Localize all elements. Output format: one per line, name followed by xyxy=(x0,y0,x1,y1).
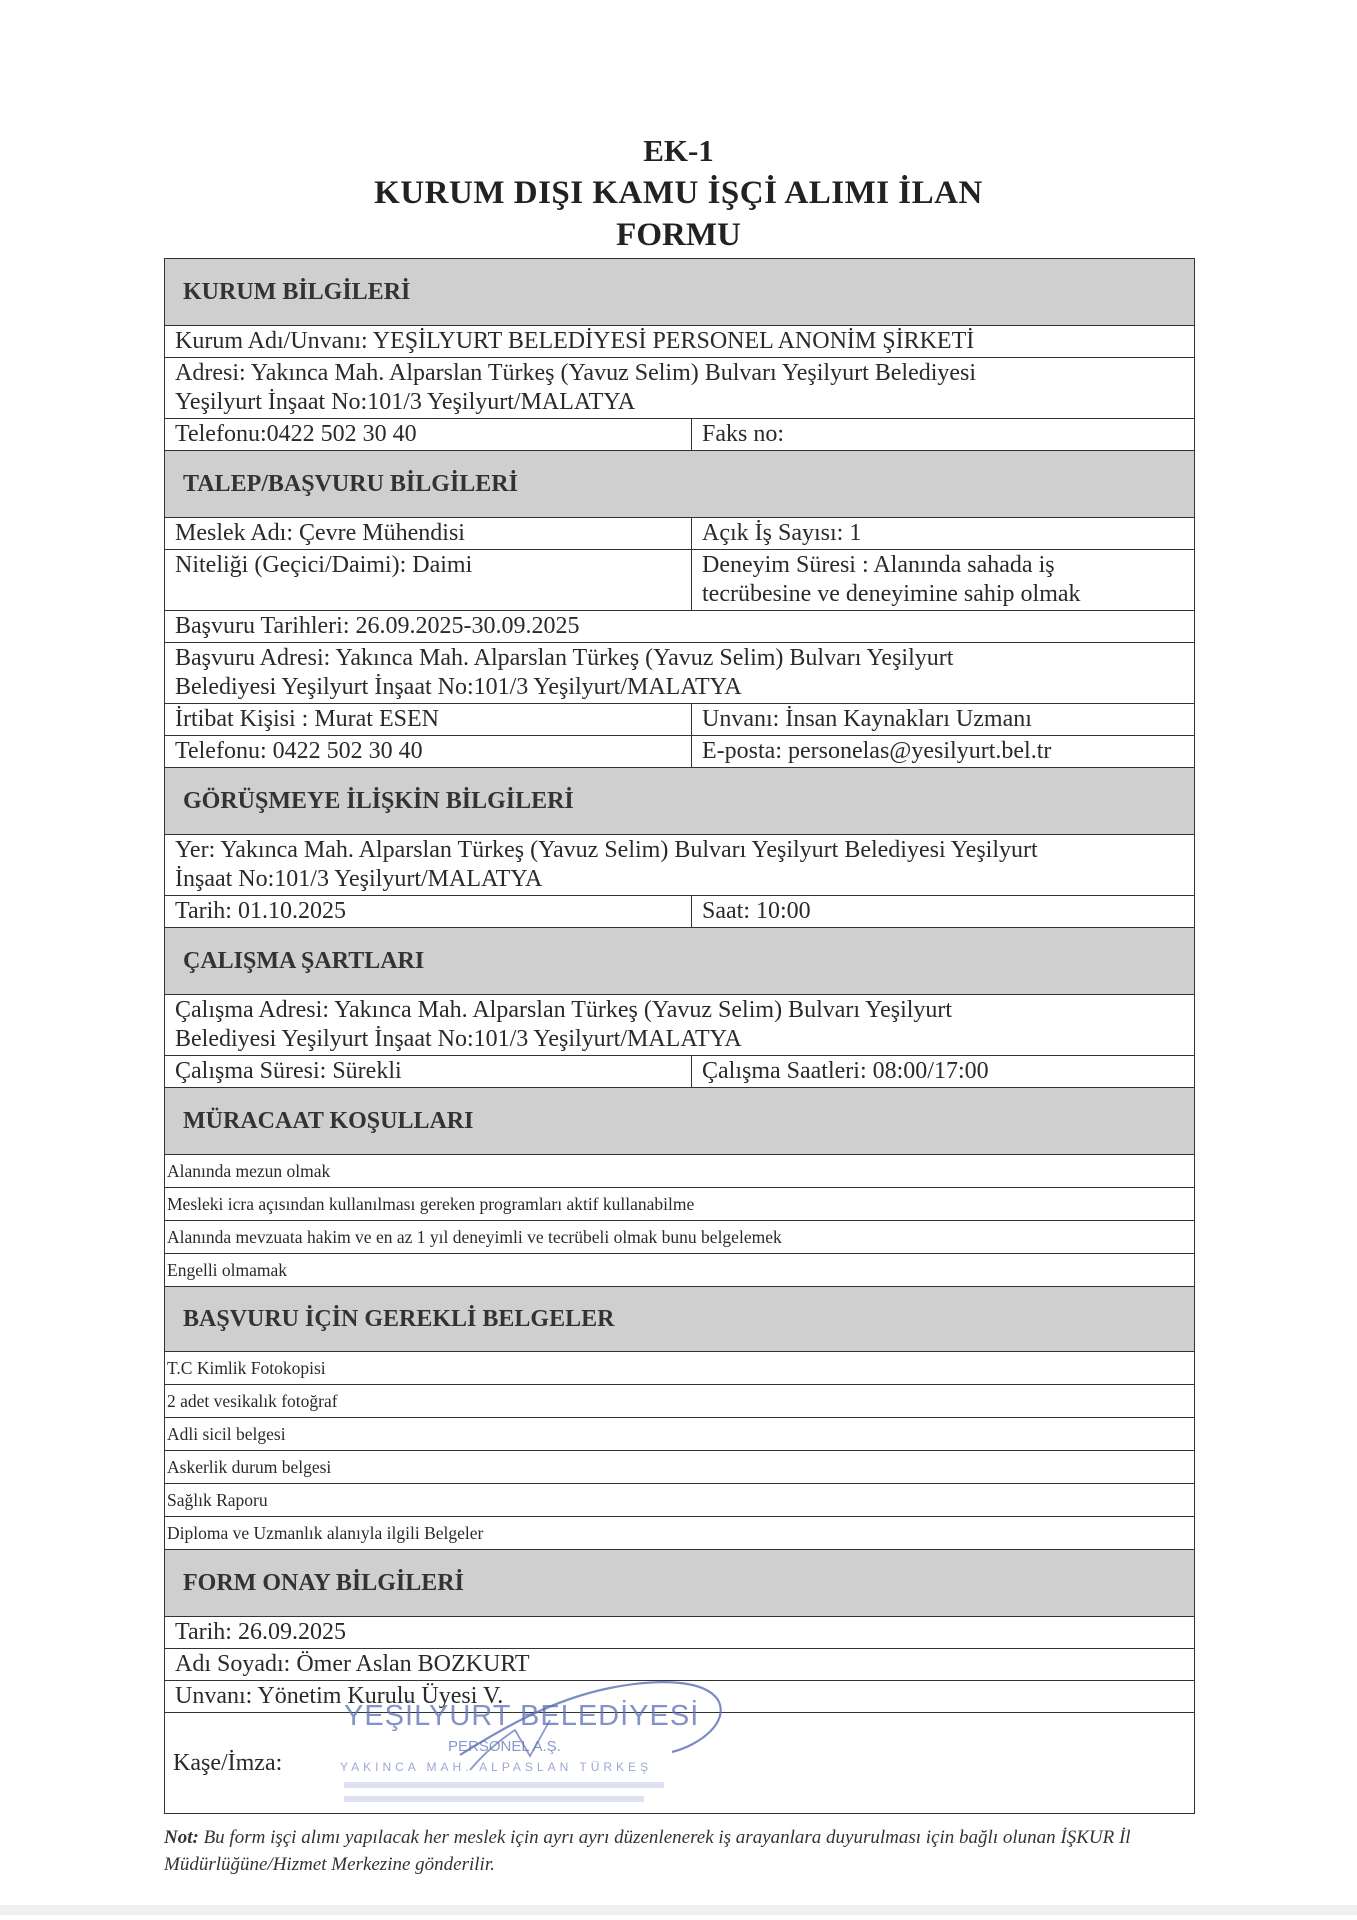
contact-person-row xyxy=(164,703,1194,735)
work-address xyxy=(165,995,1194,1055)
stamp-faint-line xyxy=(344,1796,644,1802)
form-title-continued: FORMU xyxy=(616,217,741,253)
institution-name: Kurum Adı/Unvanı: YEŞİLYURT BELEDİYESİ PERSONEL ANONİM ŞİRKETİ xyxy=(175,328,975,354)
stamp-line1: YEŞİLYURT BELEDİYESİ xyxy=(344,1700,700,1732)
footer-note xyxy=(164,1824,1194,1878)
annex-label: EK-1 xyxy=(643,133,714,168)
section-requirements-heading: MÜRACAAT KOŞULLARI xyxy=(164,1087,1194,1154)
application-address-line2: Belediyesi Yeşilyurt İnşaat No:101/3 Yeşilyurt/MALATYA xyxy=(175,674,742,700)
stamp-signature-label: Kaşe/İmza: xyxy=(173,1749,283,1776)
requirement-item: Mesleki icra açısından kullanılması gereken programları aktif kullanabilme xyxy=(164,1187,1194,1220)
work-schedule-row xyxy=(164,1055,1194,1087)
section-interview-heading: GÖRÜŞMEYE İLİŞKİN BİLGİLERİ xyxy=(164,767,1194,834)
profession-row xyxy=(164,517,1194,549)
document-item: 2 adet vesikalık fotoğraf xyxy=(164,1384,1194,1417)
section-request-heading: TALEP/BAŞVURU BİLGİLERİ xyxy=(164,450,1194,517)
institution-name-row xyxy=(164,325,1194,357)
approver-title: Unvanı: Yönetim Kurulu Üyesi V. xyxy=(175,1683,504,1709)
work-address-row xyxy=(164,994,1194,1055)
section-documents-heading: BAŞVURU İÇİN GEREKLİ BELGELER xyxy=(164,1286,1194,1351)
section-institution-heading: KURUM BİLGİLERİ xyxy=(164,258,1194,325)
work-hours: Çalışma Saatleri: 08:00/17:00 xyxy=(702,1058,989,1084)
approval-date-row xyxy=(164,1616,1194,1648)
document-item: Diploma ve Uzmanlık alanıyla ilgili Belgeler xyxy=(164,1516,1194,1549)
interview-place-row xyxy=(164,834,1194,895)
institution-address-row xyxy=(164,357,1194,418)
requirement-item: Alanında mezun olmak xyxy=(164,1154,1194,1187)
requirement-item: Engelli olmamak xyxy=(164,1253,1194,1286)
interview-time: Saat: 10:00 xyxy=(702,898,811,924)
institution-contact-row xyxy=(164,418,1194,450)
application-address-row xyxy=(164,642,1194,703)
application-dates-row xyxy=(164,610,1194,642)
form-title: KURUM DIŞI KAMU İŞÇİ ALIMI İLAN xyxy=(374,175,983,211)
note-label: Not: xyxy=(164,1827,199,1848)
interview-place-line1: Yer: Yakınca Mah. Alparslan Türkeş (Yavuz Selim) Bulvarı Yeşilyurt Belediyesi Yeşilyurt xyxy=(175,837,1038,863)
requirement-item: Alanında mevzuata hakim ve en az 1 yıl deneyimli ve tecrübeli olmak bunu belgelemek xyxy=(164,1220,1194,1253)
note-text: Bu form işçi alımı yapılacak her meslek için ayrı ayrı düzenlenerek iş arayanlara duyurulması için bağlı olunan İŞKUR İl Müdürlüğüne/Hizmet Merkezine gönderilir. xyxy=(164,1827,1131,1875)
document-item: Sağlık Raporu xyxy=(164,1483,1194,1516)
interview-date: Tarih: 01.10.2025 xyxy=(165,896,692,927)
contact-email: E-posta: personelas@yesilyurt.bel.tr xyxy=(702,738,1052,764)
contact-title: Unvanı: İnsan Kaynakları Uzmanı xyxy=(702,706,1032,732)
experience-line2: tecrübesine ve deneyimine sahip olmak xyxy=(702,581,1081,607)
scan-edge xyxy=(0,1905,1357,1915)
institution-fax: Faks no: xyxy=(702,421,785,447)
document-item: T.C Kimlik Fotokopisi xyxy=(164,1351,1194,1384)
contact-person: İrtibat Kişisi : Murat ESEN xyxy=(165,704,692,735)
nature-row xyxy=(164,549,1194,610)
institution-address-line2: Yeşilyurt İnşaat No:101/3 Yeşilyurt/MALATYA xyxy=(175,389,636,415)
institution-address-line1: Adresi: Yakınca Mah. Alparslan Türkeş (Yavuz Selim) Bulvarı Yeşilyurt Belediyesi xyxy=(175,360,977,386)
application-form xyxy=(164,258,1195,1814)
document-item: Adli sicil belgesi xyxy=(164,1417,1194,1450)
open-job-count: Açık İş Sayısı: 1 xyxy=(702,520,862,546)
section-approval-heading: FORM ONAY BİLGİLERİ xyxy=(164,1549,1194,1616)
interview-time-row xyxy=(164,895,1194,927)
contact-details-row xyxy=(164,735,1194,767)
experience-line1: Deneyim Süresi : Alanında sahada iş xyxy=(702,552,1055,578)
institution-phone: Telefonu:0422 502 30 40 xyxy=(165,419,692,450)
stamp-line3: YAKINCA MAH. ALPASLAN TÜRKEŞ xyxy=(340,1760,653,1774)
profession-name: Meslek Adı: Çevre Mühendisi xyxy=(165,518,692,549)
document-item: Askerlik durum belgesi xyxy=(164,1450,1194,1483)
application-dates: Başvuru Tarihleri: 26.09.2025-30.09.2025 xyxy=(175,613,580,639)
contact-phone: Telefonu: 0422 502 30 40 xyxy=(165,736,692,767)
stamp-faint-line xyxy=(344,1782,664,1788)
work-address-line1: Çalışma Adresi: Yakınca Mah. Alparslan Türkeş (Yavuz Selim) Bulvarı Yeşilyurt xyxy=(175,997,953,1023)
approver-name: Adı Soyadı: Ömer Aslan BOZKURT xyxy=(175,1651,530,1677)
job-nature: Niteliği (Geçici/Daimi): Daimi xyxy=(165,550,692,610)
interview-place-line2: İnşaat No:101/3 Yeşilyurt/MALATYA xyxy=(175,866,543,892)
stamp-line2: PERSONEL A.Ş. xyxy=(448,1738,561,1755)
signature-icon xyxy=(440,1660,740,1780)
institution-address xyxy=(165,358,1194,418)
work-address-line2: Belediyesi Yeşilyurt İnşaat No:101/3 Yeşilyurt/MALATYA xyxy=(175,1026,742,1052)
experience-requirement xyxy=(692,550,1194,610)
interview-place xyxy=(165,835,1194,895)
approval-date: Tarih: 26.09.2025 xyxy=(175,1619,346,1645)
work-duration: Çalışma Süresi: Sürekli xyxy=(165,1056,692,1087)
application-address-line1: Başvuru Adresi: Yakınca Mah. Alparslan Türkeş (Yavuz Selim) Bulvarı Yeşilyurt xyxy=(175,645,954,671)
section-working-conditions-heading: ÇALIŞMA ŞARTLARI xyxy=(164,927,1194,994)
application-address xyxy=(165,643,1194,703)
